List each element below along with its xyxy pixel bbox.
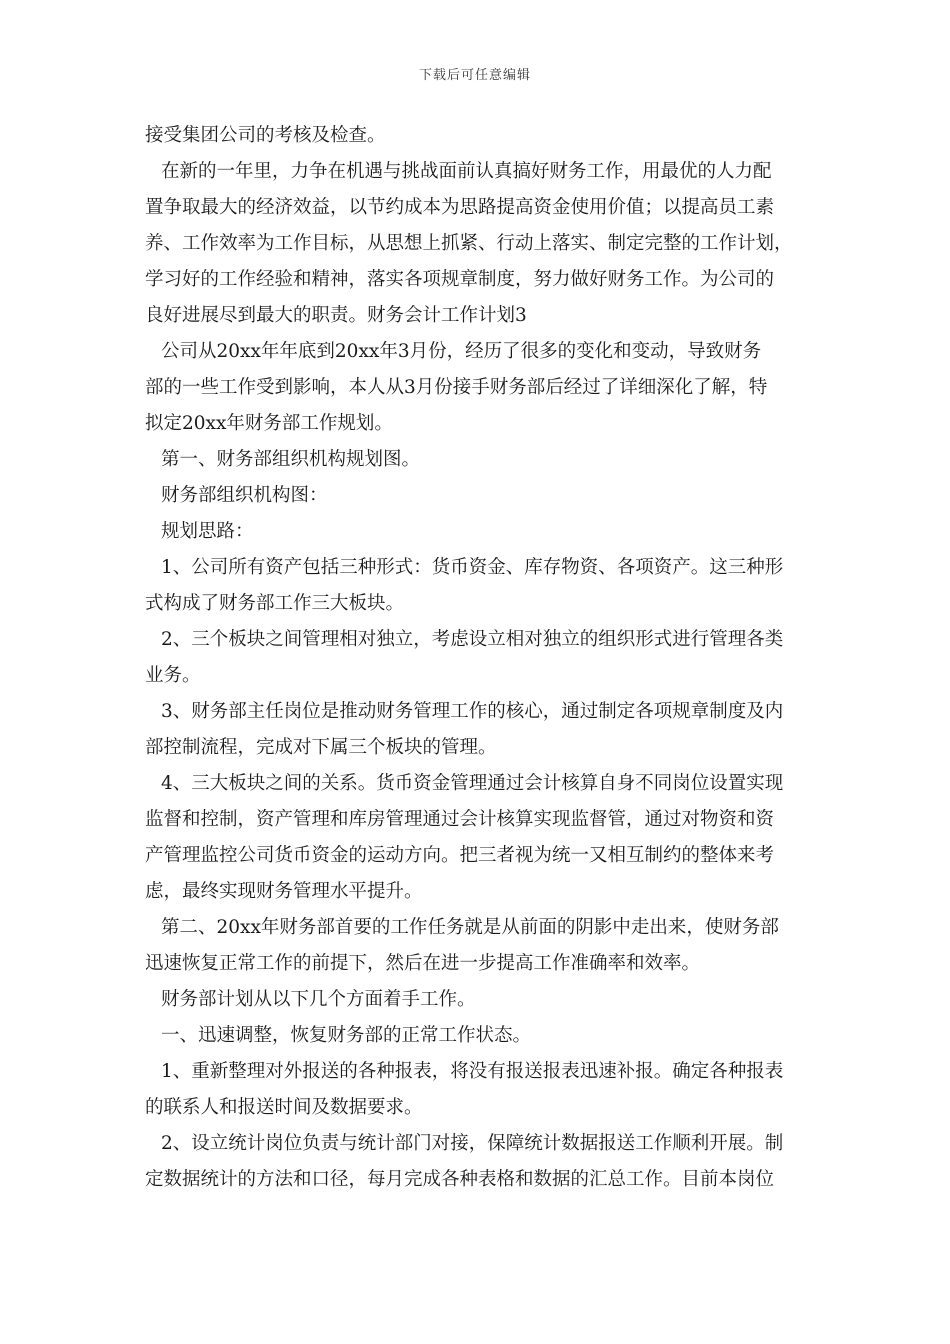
- text-line: 1、重新整理对外报送的各种报表，将没有报送报表迅速补报。确定各种报表: [161, 1061, 784, 1082]
- document-body: [145, 118, 810, 1198]
- text-line: 接受集团公司的考核及检查。: [145, 125, 386, 146]
- text-line: 置争取最大的经济效益，以节约成本为思路提高资金使用价值；以提高员工素: [145, 197, 775, 218]
- text-line: 公司从20xx年年底到20xx年3月份，经历了很多的变化和变动，导致财务: [161, 341, 762, 362]
- page-header: 下载后可任意编辑: [418, 68, 531, 83]
- text-line: 监督和控制，资产管理和库房管理通过会计核算实现监督管，通过对物资和资: [145, 809, 775, 830]
- text-line: 良好进展尽到最大的职责。财务会计工作计划3: [145, 305, 527, 326]
- text-line: 2、三个板块之间管理相对独立，考虑设立相对独立的组织形式进行管理各类: [161, 629, 784, 650]
- text-line: 规划思路：: [161, 521, 254, 542]
- text-line: 3、财务部主任岗位是推动财务管理工作的核心，通过制定各项规章制度及内: [161, 701, 784, 722]
- text-line: 业务。: [145, 665, 201, 686]
- text-line: 财务部计划从以下几个方面着手工作。: [161, 989, 476, 1010]
- text-line: 产管理监控公司货币资金的运动方向。把三者视为统一又相互制约的整体来考: [145, 845, 775, 866]
- text-line: 学习好的工作经验和精神，落实各项规章制度，努力做好财务工作。为公司的: [145, 269, 775, 290]
- text-line: 虑，最终实现财务管理水平提升。: [145, 881, 423, 902]
- text-line: 第一、财务部组织机构规划图。: [161, 449, 421, 470]
- text-line: 定数据统计的方法和口径，每月完成各种表格和数据的汇总工作。目前本岗位: [145, 1169, 775, 1190]
- text-line: 一、迅速调整，恢复财务部的正常工作状态。: [161, 1025, 532, 1046]
- text-line: 在新的一年里，力争在机遇与挑战面前认真搞好财务工作，用最优的人力配: [161, 161, 772, 182]
- text-line: 财务部组织机构图：: [161, 485, 328, 506]
- text-line: 拟定20xx年财务部工作规划。: [145, 413, 393, 434]
- text-line: 4、三大板块之间的关系。货币资金管理通过会计核算自身不同岗位设置实现: [161, 773, 784, 794]
- text-line: 的联系人和报送时间及数据要求。: [145, 1097, 423, 1118]
- text-line: 式构成了财务部工作三大板块。: [145, 593, 405, 614]
- text-line: 1、公司所有资产包括三种形式：货币资金、库存物资、各项资产。这三种形: [161, 557, 784, 578]
- text-line: 部的一些工作受到影响，本人从3月份接手财务部后经过了详细深化了解，特: [145, 377, 768, 398]
- text-line: 第二、20xx年财务部首要的工作任务就是从前面的阴影中走出来，使财务部: [161, 917, 779, 938]
- text-line: 迅速恢复正常工作的前提下，然后在进一步提高工作准确率和效率。: [145, 953, 701, 974]
- text-line: 养、工作效率为工作目标，从思想上抓紧、行动上落实、制定完整的工作计划，: [145, 233, 793, 254]
- text-line: 部控制流程，完成对下属三个板块的管理。: [145, 737, 497, 758]
- text-line: 2、设立统计岗位负责与统计部门对接，保障统计数据报送工作顺利开展。制: [161, 1133, 784, 1154]
